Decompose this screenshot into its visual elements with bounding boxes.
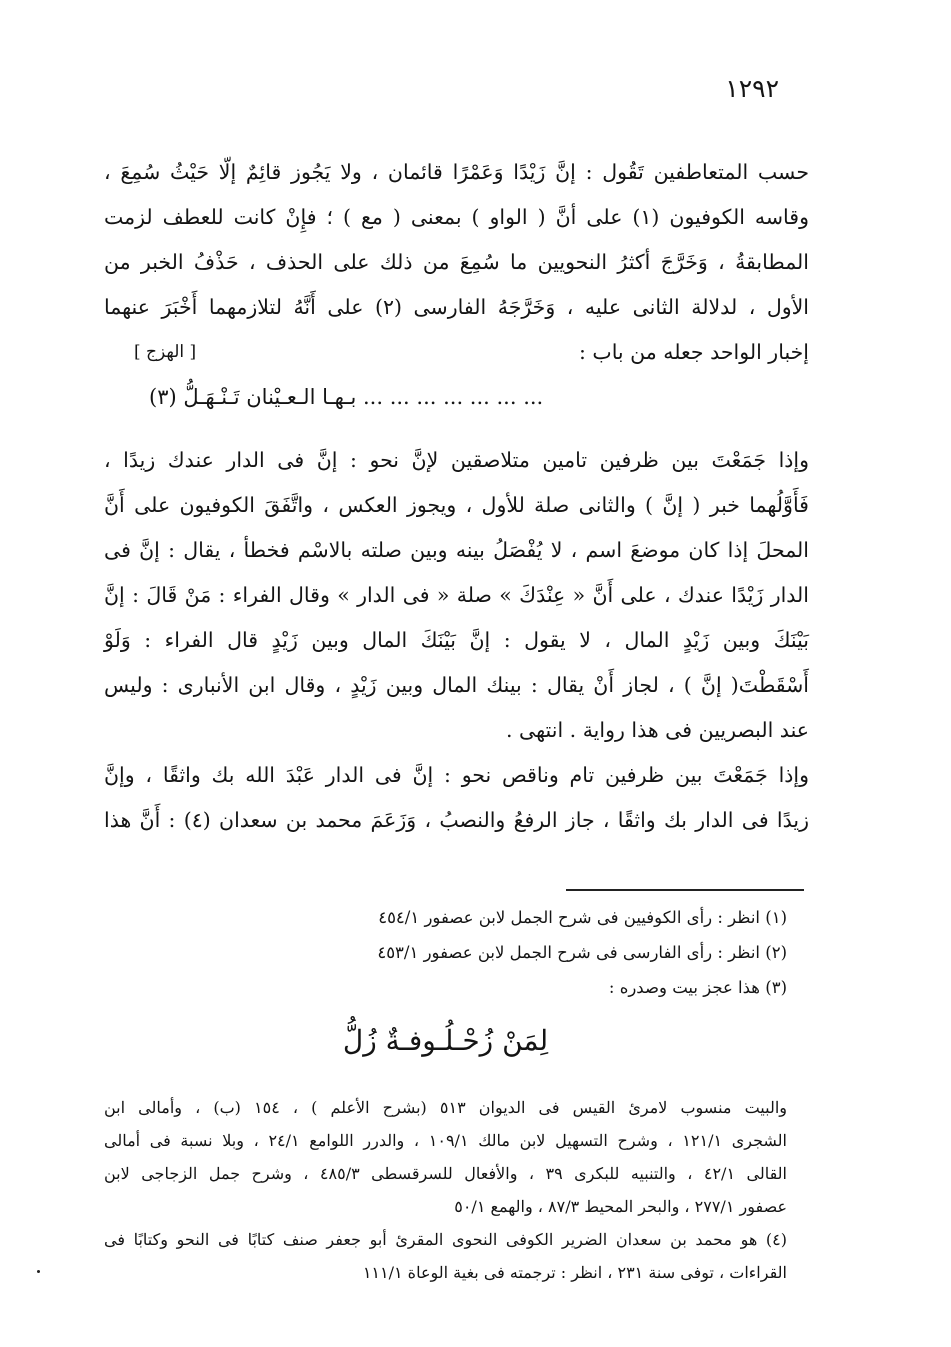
text-line: أَسْقَطْتَ( إنَّ ) ، لجاز أَنْ يقال : بينك المال وبين زَيْدٍ ، وقال ابن الأنبارى : وليس — [104, 673, 809, 697]
footnote-4-line: (٤) هو محمد بن سعدان الضرير الكوفى النحوى المقرئ أبو جعفر صنف كتابًا فى النحو وكتابًا فى — [104, 1230, 787, 1249]
text-line: وإذا جَمَعْتَ بين ظرفين تامين متلاصقين لإنَّ نحو : إنَّ فى الدار عندك زيدًا ، — [104, 448, 809, 472]
text-line: وقاسه الكوفيون (١) على أنَّ ( الواو ) بمعنى ( مع ) ؛ فإِنْ كانت للعطف لزمت — [104, 205, 809, 229]
text-line: الأول ، لدلالة الثانى عليه ، وَخَرَّجَهُ الفارسى (٢) على أَنَّهُ لتلازمهما أَخْبَرَ عنهما — [104, 295, 809, 319]
page-number: ١٢٩٢ — [725, 74, 779, 103]
footnote-2: (٢) انظر : رأى الفارسى فى شرح الجمل لابن عصفور ٤٥٣/١ — [377, 943, 787, 962]
text-line: عند البصريين فى هذا رواية . انتهى . — [505, 718, 809, 742]
footnote-1: (١) انظر : رأى الكوفيين فى شرح الجمل لابن عصفور ٤٥٤/١ — [378, 908, 787, 927]
meter-label: [ الهزج ] — [134, 342, 197, 362]
text-line: المطابقةُ ، وَخَرَّجَ أكثرُ النحويين ما سُمِعَ من ذلك على الحذف ، حَذْفُ الخبر من — [104, 250, 809, 274]
footnote-3-source-line: والبيت منسوب لامرئ القيس فى الديوان ٥١٣ (بشرح الأعلم ) ، ١٥٤ (ب) ، وأمالى ابن — [104, 1098, 787, 1117]
footnote-separator — [566, 889, 804, 891]
text-line: المحلَ إذا كان موضعَ اسم ، لا يُفْصَلُ بينه وبين صلته بالاسْم فخطأ ، يقال : إنَّ فى — [104, 538, 809, 562]
footnote-3-source-line: الشجرى ١٢١/١ ، وشرح التسهيل لابن مالك ١٠٩/١ ، والدرر اللوامع ٢٤/١ ، وبلا نسبة فى أمالى — [104, 1131, 788, 1150]
main-text — [104, 150, 809, 843]
text-line: إخبار الواحد جعله من باب : — [578, 340, 809, 364]
text-line: الدار زَيْدًا عندك ، على أَنَّ « عِنْدَكَ » صلة « فى الدار » وقال الفراء : مَنْ قَالَ : إنَّ — [104, 583, 809, 607]
text-line: زيدًا فى الدار بك واثقًا ، جاز الرفعُ والنصبُ ، وَزَعَمَ محمد بن سعدان (٤) : أَنَّ هذا — [104, 808, 809, 832]
footnote-4-line: القراءات ، توفى سنة ٢٣١ ، انظر : ترجمته فى بغية الوعاة ١١١/١ — [362, 1263, 787, 1282]
text-line: فَأَوَّلُهما خبر ( إنَّ ) والثانى صلة للأول ، ويجوز العكس ، واتَّفَقَ الكوفيون على أَنَّ — [104, 493, 809, 517]
text-line: حسب المتعاطفين تَقُول : إنَّ زَيْدًا وَعَمْرًا قائمان ، ولا يَجُوز قائِمٌ إلّا حَيْثُ سُمِعَ ، — [104, 160, 809, 184]
verse-line: ... ... ... ... ... ... ... بـهـا الـعـيْنان تَـنْـهَـلُّ (٣) — [149, 385, 544, 409]
footnote-3-source-line: القالى ٤٢/١ ، والتنبيه للبكرى ٣٩ ، والأفعال للسرقسطى ٤٨٥/٣ ، وشرح جمل الزجاجى لابن — [104, 1164, 787, 1183]
text-line-with-meter — [104, 330, 809, 375]
text-line: بَيْنَكَ وبين زَيْدٍ المال ، لا يقول : إنَّ بَيْنَكَ المال وبين زَيْدٍ قال الفراء : وَلَوْ — [104, 628, 809, 652]
text-line: وإذا جَمَعْتَ بين ظرفين تام وناقص نحو : إنَّ فى الدار عَبْدَ الله بك واثقًا ، وإنَّ — [104, 763, 809, 787]
footnote-3: (٣) هذا عجز بيت وصدره : — [608, 978, 787, 997]
page-speck — [37, 1270, 40, 1273]
footnote-3-verse: لِمَنْ زُحْـلُـوفـةٌ زُلُّ — [342, 1024, 549, 1057]
footnotes — [104, 900, 787, 1289]
footnote-3-source-line: عصفور ٢٧٧/١ ، والبحر المحيط ٨٧/٣ ، والهمع ٥٠/١ — [454, 1197, 787, 1216]
